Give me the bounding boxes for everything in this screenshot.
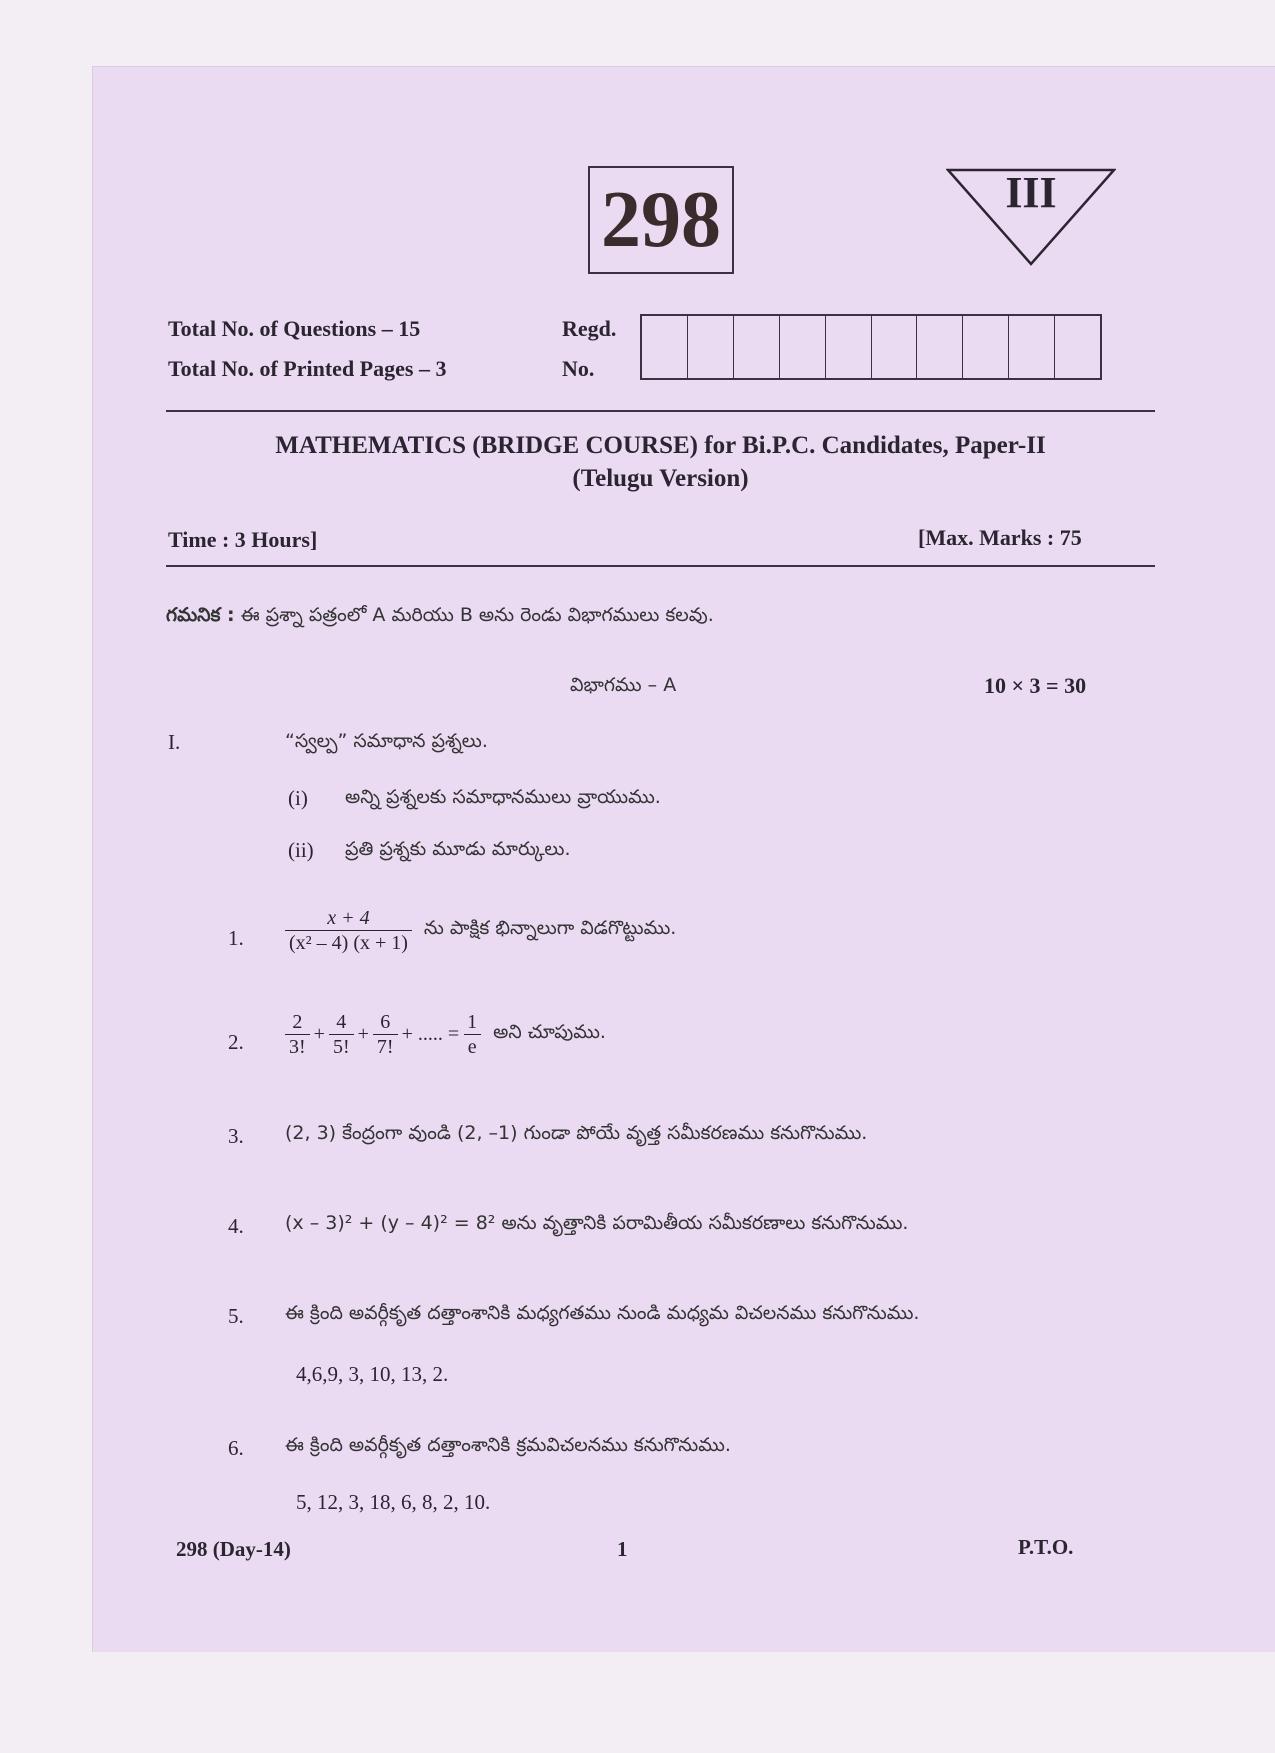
pto-label: P.T.O. [1018, 1535, 1074, 1559]
part-heading: “స్వల్ప” సమాధాన ప్రశ్నలు. [285, 730, 488, 752]
page-number: 1 [617, 1537, 628, 1561]
question-text: ఈ క్రింది అవర్గీకృత దత్తాంశానికి మధ్యగతము నుండి మధ్యమ విచలనము కనుగొనుము. [285, 1302, 920, 1324]
time-allowed: Time : 3 Hours] [168, 527, 318, 552]
question-number: 2. [228, 1030, 244, 1054]
plus-sign: + [357, 1023, 369, 1045]
regd-number-boxes [640, 314, 1102, 380]
note-line [166, 604, 714, 631]
plus-sign: + [313, 1023, 325, 1045]
fraction [285, 1010, 310, 1059]
regd-cell[interactable] [1009, 316, 1055, 378]
fraction [329, 1010, 354, 1059]
regd-cell[interactable] [780, 316, 826, 378]
total-questions: Total No. of Questions – 15 [168, 316, 421, 341]
section-marks: 10 × 3 = 30 [984, 673, 1087, 698]
question-1 [285, 906, 676, 955]
regd-cell[interactable] [963, 316, 1009, 378]
question-text: ను పాక్షిక భిన్నాలుగా విడగొట్టుము. [423, 917, 677, 939]
question-text: అని చూపుము. [493, 1021, 606, 1043]
regd-cell[interactable] [734, 316, 780, 378]
regd-cell[interactable] [1055, 316, 1100, 378]
paper-title: MATHEMATICS (BRIDGE COURSE) for Bi.P.C. Candidates, Paper-II [275, 432, 1046, 459]
regd-cell[interactable] [826, 316, 872, 378]
paper-code-box: 298 [588, 166, 734, 274]
note-label: గమనిక : [166, 604, 235, 626]
paper-subtitle: (Telugu Version) [572, 465, 749, 492]
denominator: 5! [329, 1034, 354, 1059]
numerator: x + 4 [327, 907, 370, 929]
question-number: 4. [228, 1214, 244, 1238]
question-data: 5, 12, 3, 18, 6, 8, 2, 10. [296, 1490, 491, 1514]
instruction-text: అన్ని ప్రశ్నలకు సమాధానములు వ్రాయుము. [345, 786, 661, 808]
footer-code: 298 (Day-14) [176, 1537, 291, 1561]
denominator: e [464, 1034, 481, 1059]
fraction [285, 906, 412, 955]
total-printed-pages: Total No. of Printed Pages – 3 [168, 356, 447, 381]
exam-sheet [92, 66, 1275, 1652]
numerator: 1 [467, 1011, 478, 1033]
set-triangle [946, 168, 1116, 266]
fraction [463, 1010, 481, 1059]
instruction-text: ప్రతి ప్రశ్నకు మూడు మార్కులు. [345, 838, 571, 860]
divider-bottom [166, 565, 1155, 567]
instruction-num: (ii) [288, 838, 314, 862]
part-roman: I. [168, 730, 181, 754]
regd-no-label: No. [562, 356, 595, 381]
question-number: 5. [228, 1304, 244, 1328]
question-number: 6. [228, 1436, 244, 1460]
divider-top [166, 410, 1155, 412]
regd-label: Regd. [562, 316, 617, 341]
set-label: III [1005, 168, 1057, 217]
regd-cell[interactable] [872, 316, 918, 378]
regd-cell[interactable] [642, 316, 688, 378]
question-2 [285, 1010, 606, 1059]
denominator: 7! [373, 1034, 398, 1059]
series-tail: + ..... = [401, 1023, 460, 1045]
fraction [373, 1010, 398, 1059]
question-number: 3. [228, 1124, 244, 1148]
numerator: 6 [380, 1011, 391, 1033]
question-text: (2, 3) కేంద్రంగా వుండి (2, –1) గుండా పోయే వృత్త సమీకరణము కనుగొనుము. [285, 1122, 868, 1144]
regd-cell[interactable] [688, 316, 734, 378]
numerator: 2 [292, 1011, 303, 1033]
regd-cell[interactable] [917, 316, 963, 378]
denominator: 3! [285, 1034, 310, 1059]
note-text: ఈ ప్రశ్నా పత్రంలో A మరియు B అను రెండు విభాగములు కలవు. [240, 604, 714, 626]
instruction-num: (i) [288, 786, 308, 810]
section-name: విభాగము – A [570, 674, 677, 696]
max-marks: [Max. Marks : 75 [918, 525, 1082, 550]
numerator: 4 [336, 1011, 347, 1033]
question-data: 4,6,9, 3, 10, 13, 2. [296, 1362, 449, 1386]
denominator: (x² – 4) (x + 1) [285, 930, 412, 955]
question-number: 1. [228, 926, 244, 950]
question-text: ఈ క్రింది అవర్గీకృత దత్తాంశానికి క్రమవిచలనము కనుగొనుము. [285, 1434, 731, 1456]
question-text: (x – 3)² + (y – 4)² = 8² అను వృత్తానికి పరామితీయ సమీకరణాలు కనుగొనుము. [285, 1212, 909, 1234]
